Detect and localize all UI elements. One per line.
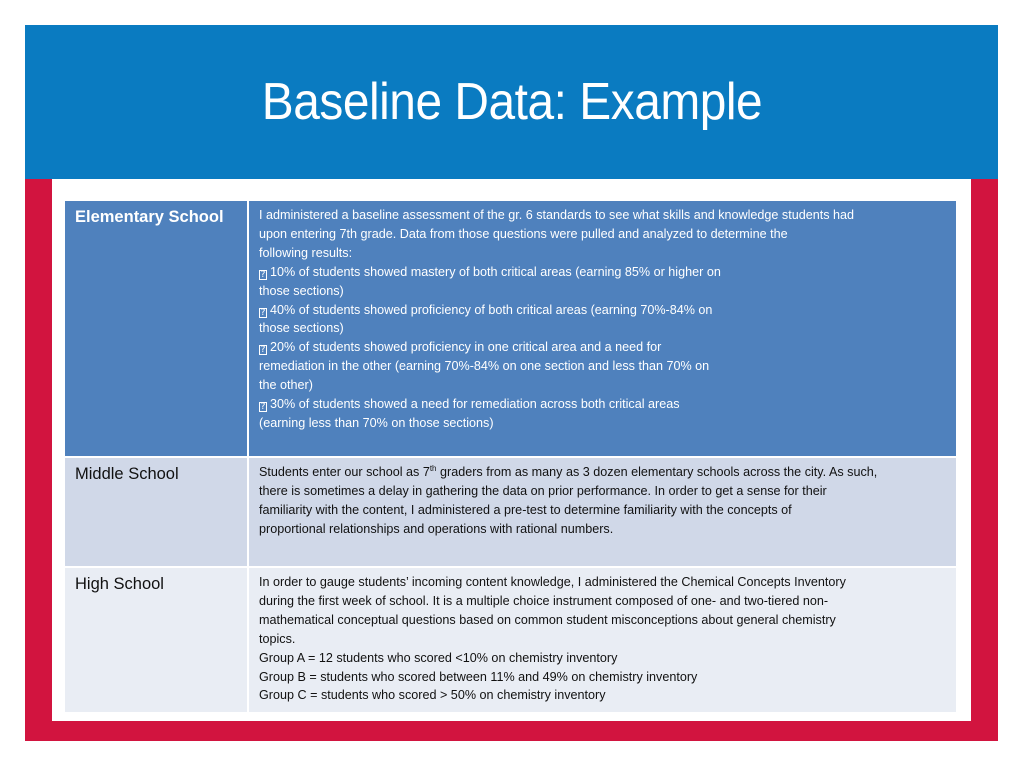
text-line: there is sometimes a delay in gathering the data on prior performance. In order to get a sense for their	[259, 483, 827, 498]
slide-frame	[25, 25, 998, 741]
text-line: mathematical conceptual questions based on common student misconceptions about general chemistry	[259, 612, 836, 627]
row-description	[249, 458, 956, 566]
missing-glyph-icon: ?	[260, 345, 266, 356]
text-fragment: graders from as many as 3 dozen elementary schools across the city. As such,	[436, 465, 878, 479]
text-line: those sections)	[259, 321, 344, 336]
ordinal-suffix: th	[429, 463, 437, 473]
text-line: (earning less than 70% on those sections)	[259, 415, 494, 430]
bullet-text: 40% of students showed proficiency of both critical areas (earning 70%-84% on	[270, 302, 713, 317]
row-label: High School	[65, 568, 247, 712]
text-line: topics.	[259, 631, 296, 646]
row-label: Middle School	[65, 458, 247, 566]
text-line: following results:	[259, 245, 353, 260]
row-description	[249, 201, 956, 456]
bullet-item	[259, 338, 944, 357]
text-line: proportional relationships and operations with rational numbers.	[259, 521, 614, 536]
text-line: In order to gauge students’ incoming content knowledge, I administered the Chemical Concepts Inventory	[259, 575, 846, 589]
missing-glyph-icon: ?	[260, 269, 266, 280]
table-row-high-school	[65, 568, 956, 712]
text-fragment: Students enter our school as 7	[259, 465, 430, 479]
text-line: I administered a baseline assessment of the gr. 6 standards to see what skills and knowledge students had	[259, 208, 855, 222]
content-area	[52, 179, 971, 721]
row-description	[249, 568, 956, 712]
text-line: upon entering 7th grade. Data from those questions were pulled and analyzed to determine the	[259, 226, 788, 241]
slide-title: Baseline Data: Example	[261, 73, 762, 131]
bullet-text: 30% of students showed a need for remediation across both critical areas	[270, 397, 680, 412]
bullet-text: 20% of students showed proficiency in one critical area and a need for	[270, 340, 662, 355]
missing-glyph-icon: ?	[260, 402, 266, 413]
baseline-data-table	[63, 199, 958, 714]
bullet-item	[259, 301, 944, 320]
row-label: Elementary School	[65, 201, 247, 456]
text-line: the other)	[259, 378, 313, 393]
text-line: remediation in the other (earning 70%-84% on one section and less than 70% on	[259, 359, 710, 374]
group-a-line: Group A = 12 students who scored <10% on chemistry inventory	[259, 650, 618, 665]
title-bar	[25, 25, 998, 179]
bullet-item	[259, 263, 944, 282]
text-line: during the first week of school. It is a multiple choice instrument composed of one- and two-tiered non-	[259, 593, 829, 608]
group-c-line: Group C = students who scored > 50% on chemistry inventory	[259, 688, 606, 703]
text-line: familiarity with the content, I administered a pre-test to determine familiarity with the concepts of	[259, 502, 792, 517]
text-line	[259, 463, 944, 482]
missing-glyph-icon: ?	[260, 307, 266, 318]
text-line: those sections)	[259, 283, 344, 298]
table-row-elementary-school	[65, 201, 956, 456]
group-b-line: Group B = students who scored between 11% and 49% on chemistry inventory	[259, 669, 698, 684]
table-row-middle-school	[65, 458, 956, 566]
bullet-item	[259, 395, 944, 414]
bullet-text: 10% of students showed mastery of both critical areas (earning 85% or higher on	[270, 264, 721, 279]
